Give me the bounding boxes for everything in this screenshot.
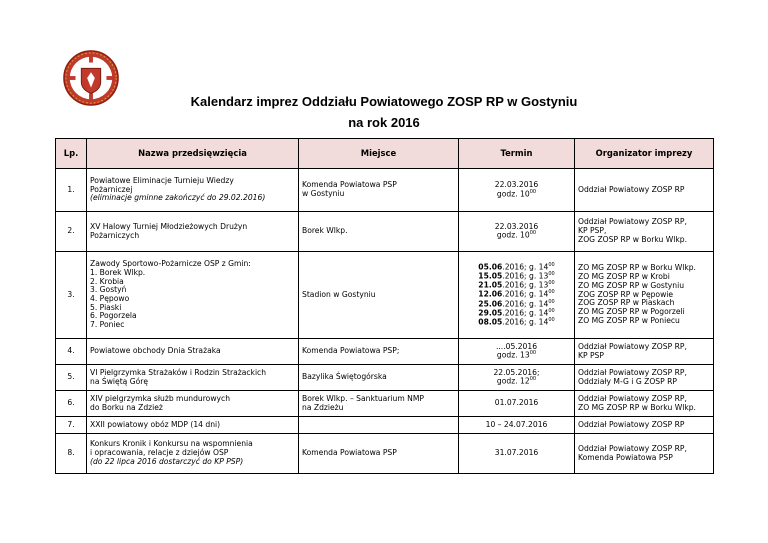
row-number: 5. bbox=[56, 365, 87, 391]
event-name-cell: Zawody Sportowo-Pożarnicze OSP z Gmin: 1. Borek Wlkp. 2. Krobia 3. Gostyń 4. Pępowo 5. Piaski 6. Pogorzela 7. Poniec bbox=[87, 252, 299, 339]
table-row bbox=[56, 212, 714, 252]
event-note: (do 22 lipca 2016 dostarczyć do KP PSP) bbox=[90, 456, 244, 466]
event-name-cell: XXII powiatowy obóz MDP (14 dni) bbox=[87, 417, 299, 434]
place-cell: Komenda Powiatowa PSP bbox=[299, 434, 459, 474]
organizer-cell: Oddział Powiatowy ZOSP RP bbox=[575, 417, 714, 434]
event-name-cell: Powiatowe Eliminacje Turnieju Wiedzy Pożarniczej (eliminacje gminne zakończyć do 29.02.2016) bbox=[87, 169, 299, 212]
row-number: 6. bbox=[56, 391, 87, 417]
event-name-cell: Powiatowe obchody Dnia Strażaka bbox=[87, 339, 299, 365]
table-row bbox=[56, 417, 714, 434]
organizer-cell: Oddział Powiatowy ZOSP RP, KP PSP, ZOG ZOSP RP w Borku Wlkp. bbox=[575, 212, 714, 252]
table-row bbox=[56, 391, 714, 417]
place-cell: Borek Wlkp. bbox=[299, 212, 459, 252]
event-name-cell: XIV pielgrzymka służb mundurowych do Borku na Zdzież bbox=[87, 391, 299, 417]
row-number: 4. bbox=[56, 339, 87, 365]
organizer-cell: Oddział Powiatowy ZOSP RP, Komenda Powiatowa PSP bbox=[575, 434, 714, 474]
column-header-place: Miejsce bbox=[299, 139, 459, 169]
row-number: 8. bbox=[56, 434, 87, 474]
organizer-cell: ZO MG ZOSP RP w Borku Wlkp. ZO MG ZOSP RP w Krobi ZO MG ZOSP RP w Gostyniu ZOG ZOSP RP w Pępowie ZOG ZOSP RP w Piaskach ZO MG ZOSP RP w Pogorzeli ZO MG ZOSP RP w Poniecu bbox=[575, 252, 714, 339]
event-note: (eliminacje gminne zakończyć do 29.02.2016) bbox=[90, 193, 266, 203]
organizer-cell: Oddział Powiatowy ZOSP RP, ZO MG ZOSP RP w Borku Wlkp. bbox=[575, 391, 714, 417]
row-number: 1. bbox=[56, 169, 87, 212]
place-cell bbox=[299, 417, 459, 434]
column-header-organizer: Organizator imprezy bbox=[575, 139, 714, 169]
column-header-date: Termin bbox=[459, 139, 575, 169]
organizer-cell: Oddział Powiatowy ZOSP RP, KP PSP bbox=[575, 339, 714, 365]
place-cell: Bazylika Świętogórska bbox=[299, 365, 459, 391]
row-number: 2. bbox=[56, 212, 87, 252]
event-name-cell: XV Halowy Turniej Młodzieżowych Drużyn Pożarniczych bbox=[87, 212, 299, 252]
events-table bbox=[55, 138, 714, 474]
table-row bbox=[56, 252, 714, 339]
place-cell: Komenda Powiatowa PSP; bbox=[299, 339, 459, 365]
table-row bbox=[56, 434, 714, 474]
date-cell: 05.06.2016; g. $14^{00}$ 15.05.2016; g. $13^{00}$ 21.05.2016; g. $13^{00}$ 12.06.2016; g. $14^{00}$ 25.06.2016; g. $14^{00}$ 29.05.2016; g. $14^{00}$ 08.05.2016; g. $14^{00}$ bbox=[459, 252, 575, 339]
organizer-cell: Oddział Powiatowy ZOSP RP, Oddziały M-G i G ZOSP RP bbox=[575, 365, 714, 391]
date-cell: ....05.2016 godz. $13^{00}$ bbox=[459, 339, 575, 365]
place-cell: Stadion w Gostyniu bbox=[299, 252, 459, 339]
event-name-cell: VI Pielgrzymka Strażaków i Rodzin Strażackich na Świętą Górę bbox=[87, 365, 299, 391]
date-cell: 22.05.2016; godz. $12^{00}$ bbox=[459, 365, 575, 391]
column-header-lp: Lp. bbox=[56, 139, 87, 169]
table-row bbox=[56, 365, 714, 391]
table-header-row bbox=[56, 139, 714, 169]
event-name-cell: Konkurs Kronik i Konkursu na wspomnienia i opracowania, relacje z dziejów OSP (do 22 lipca 2016 dostarczyć do KP PSP) bbox=[87, 434, 299, 474]
date-cell: 10 – 24.07.2016 bbox=[459, 417, 575, 434]
column-header-name: Nazwa przedsięwzięcia bbox=[87, 139, 299, 169]
date-cell: 31.07.2016 bbox=[459, 434, 575, 474]
row-number: 7. bbox=[56, 417, 87, 434]
row-number: 3. bbox=[56, 252, 87, 339]
date-cell: 22.03.2016 godz. $10^{00}$ bbox=[459, 169, 575, 212]
table-row bbox=[56, 169, 714, 212]
date-cell: 01.07.2016 bbox=[459, 391, 575, 417]
place-cell: Komenda Powiatowa PSP w Gostyniu bbox=[299, 169, 459, 212]
table-row bbox=[56, 339, 714, 365]
page-subtitle: na rok 2016 bbox=[348, 115, 420, 130]
date-cell: 22.03.2016 godz. $10^{00}$ bbox=[459, 212, 575, 252]
page-title: Kalendarz imprez Oddziału Powiatowego ZOSP RP w Gostyniu bbox=[190, 94, 578, 109]
place-cell: Borek Wlkp. – Sanktuarium NMP na Zdzieżu bbox=[299, 391, 459, 417]
organizer-cell: Oddział Powiatowy ZOSP RP bbox=[575, 169, 714, 212]
